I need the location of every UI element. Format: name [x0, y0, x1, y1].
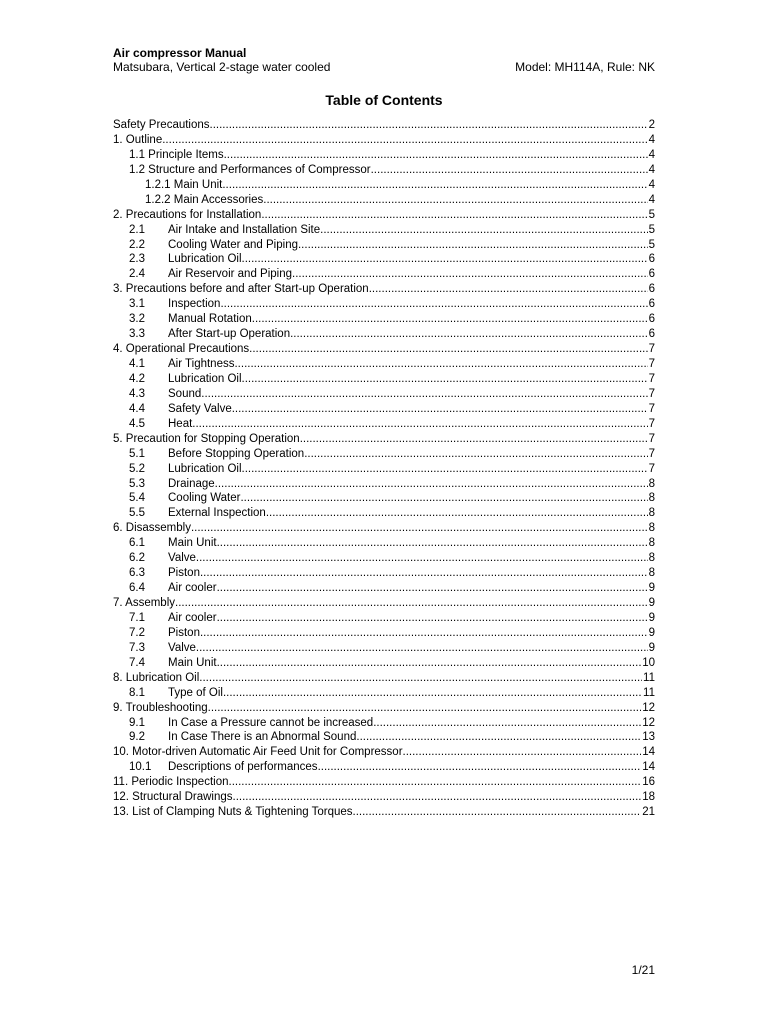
toc-entry-page: 21	[642, 806, 655, 819]
toc-entry-page: 8	[648, 492, 655, 505]
toc-entry-label: Air cooler	[168, 611, 217, 624]
toc-entry[interactable]	[113, 388, 655, 403]
toc-entry[interactable]	[113, 313, 655, 328]
toc-entry-number: 4.2	[129, 372, 145, 385]
toc-entry-page: 7	[648, 372, 655, 385]
toc-dot-leader	[217, 537, 648, 549]
toc-heading: Table of Contents	[325, 92, 443, 108]
toc-entry-number: 8.1	[129, 686, 145, 699]
toc-dot-leader	[320, 224, 647, 236]
toc-entry-page: 16	[642, 776, 655, 789]
toc-entry-number: 5.1	[129, 447, 145, 460]
document-subtitle: Matsubara, Vertical 2-stage water cooled	[113, 60, 331, 74]
toc-entry-label: 1.2 Structure and Performances of Compressor	[129, 163, 371, 176]
toc-entry-label: Cooling Water and Piping	[168, 238, 298, 251]
toc-dot-leader	[217, 657, 642, 669]
toc-entry-label: Air Reservoir and Piping	[168, 268, 293, 281]
toc-dot-leader	[304, 448, 647, 460]
toc-entry-page: 9	[648, 611, 655, 624]
toc-entry-number: 4.1	[129, 358, 145, 370]
toc-entry-label: Manual Rotation	[168, 313, 252, 326]
toc-entry-page: 6	[648, 298, 655, 311]
toc-entry-page: 12	[642, 701, 655, 714]
toc-entry-page: 7	[648, 432, 655, 445]
toc-dot-leader	[220, 298, 647, 310]
toc-dot-leader	[353, 806, 642, 818]
toc-entry-label: Piston	[168, 567, 200, 580]
toc-entry-label: Valve	[168, 552, 196, 565]
toc-entry-label: 12. Structural Drawings	[113, 791, 233, 804]
toc-dot-leader	[223, 687, 642, 699]
toc-dot-leader	[201, 388, 647, 400]
toc-entry-label: Air Tightness	[168, 358, 235, 370]
toc-entry-page: 5	[648, 208, 655, 221]
toc-entry-label: 11. Periodic Inspection	[113, 776, 229, 789]
toc-entry-number: 4.3	[129, 387, 145, 400]
toc-entry-page: 5	[648, 238, 655, 251]
toc-entry-label: Sound	[168, 387, 202, 400]
toc-entry-page: 14	[642, 746, 655, 759]
toc-entry-page: 18	[642, 791, 655, 804]
toc-entry[interactable]	[113, 687, 655, 702]
toc-entry[interactable]	[113, 776, 655, 791]
toc-dot-leader	[318, 761, 642, 773]
toc-entry-page: 7	[648, 402, 655, 415]
toc-entry-number: 6.2	[129, 552, 145, 565]
toc-dot-leader	[261, 209, 647, 221]
toc-entry-label: Before Stopping Operation	[168, 447, 305, 460]
toc-entry-page: 8	[648, 537, 655, 550]
toc-entry-label: Lubrication Oil	[168, 372, 242, 385]
toc-entry-number: 9.2	[129, 731, 145, 744]
toc-entry-number: 5.4	[129, 492, 145, 505]
toc-entry-number: 9.1	[129, 716, 145, 729]
toc-dot-leader	[356, 731, 641, 743]
toc-dot-leader	[192, 418, 647, 430]
toc-entry-number: 6.1	[129, 537, 145, 550]
toc-entry[interactable]	[113, 253, 655, 268]
toc-entry-page: 9	[648, 641, 655, 654]
toc-entry[interactable]	[113, 612, 655, 627]
toc-entry-page: 12	[642, 716, 655, 729]
toc-entry[interactable]	[113, 209, 655, 224]
toc-entry-label: 10. Motor-driven Automatic Air Feed Unit for Compressor	[113, 746, 403, 759]
toc-entry-label: Descriptions of performances	[168, 761, 318, 774]
toc-entry-label: After Start-up Operation	[168, 328, 291, 341]
toc-entry-page: 7	[648, 387, 655, 400]
toc-dot-leader	[242, 463, 648, 475]
toc-entry-label: 1.2.2 Main Accessories	[145, 193, 264, 206]
toc-entry-page: 7	[648, 447, 655, 460]
toc-entry-number: 3.2	[129, 313, 145, 326]
toc-entry[interactable]	[113, 224, 655, 239]
toc-entry[interactable]	[113, 597, 655, 612]
toc-entry-label: Piston	[168, 626, 200, 639]
toc-entry-label: 3. Precautions before and after Start-up Operation	[113, 283, 369, 296]
toc-entry-label: 2. Precautions for Installation	[113, 208, 262, 221]
toc-entry-number: 3.1	[129, 298, 145, 311]
toc-entry-label: In Case a Pressure cannot be increased	[168, 716, 374, 729]
toc-entry-page: 2	[648, 119, 655, 131]
toc-entry[interactable]	[113, 567, 655, 582]
toc-entry-number: 10.1	[129, 761, 152, 774]
toc-entry-page: 14	[642, 761, 655, 774]
toc-entry[interactable]	[113, 343, 655, 358]
toc-entry[interactable]	[113, 283, 655, 298]
table-of-contents	[113, 119, 655, 821]
toc-entry[interactable]	[113, 492, 655, 507]
toc-entry-page: 9	[648, 597, 655, 609]
toc-entry-label: Lubrication Oil	[168, 253, 242, 266]
toc-entry-label: 6. Disassembly	[113, 522, 191, 535]
toc-entry-number: 2.1	[129, 223, 145, 236]
toc-entry-label: Heat	[168, 417, 193, 430]
toc-entry-label: External Inspection	[168, 507, 266, 520]
toc-entry[interactable]	[113, 672, 655, 687]
toc-entry[interactable]	[113, 463, 655, 478]
toc-dot-leader	[217, 612, 648, 624]
toc-entry-page: 7	[648, 462, 655, 475]
toc-entry-page: 7	[648, 358, 655, 370]
toc-entry[interactable]	[113, 791, 655, 806]
toc-entry-label: Valve	[168, 641, 196, 654]
toc-entry-page: 8	[648, 477, 655, 490]
toc-entry-page: 11	[643, 671, 655, 684]
toc-entry[interactable]	[113, 806, 655, 821]
toc-entry-page: 4	[648, 148, 655, 161]
toc-dot-leader	[200, 627, 648, 639]
toc-entry[interactable]	[113, 119, 655, 134]
toc-dot-leader	[369, 283, 648, 295]
toc-entry-page: 6	[648, 253, 655, 266]
toc-dot-leader	[200, 567, 648, 579]
document-header	[113, 46, 655, 75]
toc-dot-leader	[403, 746, 642, 758]
toc-entry[interactable]	[113, 478, 655, 493]
toc-entry-number: 2.2	[129, 238, 145, 251]
model-info: Model: MH114A, Rule: NK	[515, 60, 655, 74]
toc-entry-number: 7.2	[129, 626, 145, 639]
toc-dot-leader	[215, 478, 648, 490]
toc-dot-leader	[263, 194, 647, 206]
toc-entry[interactable]	[113, 702, 655, 717]
toc-dot-leader	[210, 119, 648, 131]
toc-entry-number: 5.2	[129, 462, 145, 475]
toc-entry-page: 5	[648, 223, 655, 236]
toc-entry[interactable]	[113, 164, 655, 179]
toc-entry-page: 10	[642, 656, 655, 669]
toc-entry[interactable]	[113, 403, 655, 418]
toc-dot-leader	[234, 358, 647, 370]
toc-entry[interactable]	[113, 507, 655, 522]
toc-dot-leader	[233, 791, 642, 803]
toc-entry[interactable]	[113, 134, 655, 149]
toc-entry-page: 9	[648, 582, 655, 595]
toc-entry[interactable]	[113, 179, 655, 194]
toc-dot-leader	[175, 597, 648, 609]
toc-entry[interactable]	[113, 448, 655, 463]
toc-dot-leader	[199, 672, 642, 684]
toc-entry-page: 6	[648, 313, 655, 326]
toc-entry-page: 8	[648, 567, 655, 580]
toc-entry[interactable]	[113, 373, 655, 388]
toc-entry-label: Main Unit	[168, 537, 217, 550]
toc-entry-number: 3.3	[129, 328, 145, 341]
toc-dot-leader	[371, 164, 648, 176]
toc-entry[interactable]	[113, 239, 655, 254]
toc-entry[interactable]	[113, 761, 655, 776]
toc-dot-leader	[252, 313, 648, 325]
toc-entry-number: 5.5	[129, 507, 145, 520]
toc-entry-page: 8	[648, 552, 655, 565]
toc-entry-label: 7. Assembly	[113, 597, 175, 609]
toc-entry-label: 13. List of Clamping Nuts & Tightening Torques	[113, 806, 353, 819]
toc-dot-leader	[300, 433, 648, 445]
toc-dot-leader	[229, 776, 642, 788]
toc-entry-label: 1.1 Principle Items	[129, 148, 224, 161]
toc-entry-number: 2.3	[129, 253, 145, 266]
toc-entry-label: Air Intake and Installation Site	[168, 223, 321, 236]
toc-entry-label: Safety Valve	[168, 402, 232, 415]
toc-entry[interactable]	[113, 552, 655, 567]
toc-entry-label: Inspection	[168, 298, 221, 311]
toc-entry-label: Main Unit	[168, 656, 217, 669]
toc-dot-leader	[373, 717, 641, 729]
toc-entry-number: 4.4	[129, 402, 145, 415]
toc-entry-page: 9	[648, 626, 655, 639]
toc-entry-page: 4	[648, 133, 655, 146]
toc-entry[interactable]	[113, 149, 655, 164]
toc-entry-label: Air cooler	[168, 582, 217, 595]
toc-entry-label: Type of Oil	[168, 686, 223, 699]
toc-entry[interactable]	[113, 717, 655, 732]
toc-entry[interactable]	[113, 731, 655, 746]
toc-entry-page: 4	[648, 178, 655, 191]
toc-entry-label: Safety Precautions	[113, 119, 210, 131]
toc-entry-number: 6.4	[129, 582, 145, 595]
toc-entry-page: 6	[648, 328, 655, 341]
toc-dot-leader	[266, 507, 648, 519]
toc-entry-label: 1.2.1 Main Unit	[145, 178, 223, 191]
toc-entry-page: 8	[648, 507, 655, 520]
toc-dot-leader	[196, 642, 648, 654]
toc-entry[interactable]	[113, 358, 655, 373]
toc-entry[interactable]	[113, 537, 655, 552]
toc-entry-number: 6.3	[129, 567, 145, 580]
toc-dot-leader	[224, 149, 648, 161]
toc-entry[interactable]	[113, 746, 655, 761]
toc-entry-label: Lubrication Oil	[168, 462, 242, 475]
toc-dot-leader	[290, 328, 648, 340]
document-title: Air compressor Manual	[113, 46, 247, 60]
toc-entry[interactable]	[113, 657, 655, 672]
toc-entry-page: 7	[648, 343, 655, 356]
toc-dot-leader	[240, 492, 647, 504]
toc-dot-leader	[191, 522, 648, 534]
toc-entry[interactable]	[113, 328, 655, 343]
toc-entry-page: 6	[648, 268, 655, 281]
toc-entry-number: 2.4	[129, 268, 145, 281]
toc-entry-page: 8	[648, 522, 655, 535]
toc-entry-number: 5.3	[129, 477, 145, 490]
toc-entry-label: In Case There is an Abnormal Sound	[168, 731, 357, 744]
toc-entry[interactable]	[113, 194, 655, 209]
toc-entry-label: 9. Troubleshooting	[113, 701, 208, 714]
toc-entry-label: 1. Outline	[113, 133, 163, 146]
toc-dot-leader	[298, 239, 648, 251]
toc-entry-page: 13	[642, 731, 655, 744]
toc-entry-label: 4. Operational Precautions	[113, 343, 250, 356]
toc-dot-leader	[208, 702, 642, 714]
toc-dot-leader	[217, 582, 648, 594]
toc-entry[interactable]	[113, 642, 655, 657]
toc-dot-leader	[196, 552, 648, 564]
toc-dot-leader	[292, 268, 648, 280]
toc-entry-page: 6	[648, 283, 655, 296]
page-indicator: 1/21	[631, 963, 655, 977]
toc-entry-label: 5. Precaution for Stopping Operation	[113, 432, 300, 445]
toc-entry[interactable]	[113, 433, 655, 448]
toc-dot-leader	[162, 134, 647, 146]
toc-dot-leader	[242, 253, 648, 265]
header-subrow	[113, 60, 655, 75]
toc-entry[interactable]	[113, 522, 655, 537]
toc-dot-leader	[242, 373, 648, 385]
toc-entry-number: 7.3	[129, 641, 145, 654]
toc-entry-label: Drainage	[168, 477, 215, 490]
toc-entry-page: 11	[643, 686, 655, 699]
toc-dot-leader	[222, 179, 647, 191]
toc-entry-number: 7.1	[129, 611, 145, 624]
toc-dot-leader	[232, 403, 648, 415]
toc-entry-label: 8. Lubrication Oil	[113, 671, 200, 684]
toc-entry[interactable]	[113, 298, 655, 313]
toc-entry[interactable]	[113, 268, 655, 283]
toc-entry-label: Cooling Water	[168, 492, 241, 505]
toc-entry-page: 4	[648, 163, 655, 176]
toc-entry[interactable]	[113, 627, 655, 642]
toc-entry[interactable]	[113, 582, 655, 597]
toc-entry[interactable]	[113, 418, 655, 433]
toc-entry-page: 4	[648, 193, 655, 206]
toc-entry-number: 4.5	[129, 417, 145, 430]
toc-entry-number: 7.4	[129, 656, 145, 669]
toc-entry-page: 7	[648, 417, 655, 430]
toc-dot-leader	[249, 343, 647, 355]
